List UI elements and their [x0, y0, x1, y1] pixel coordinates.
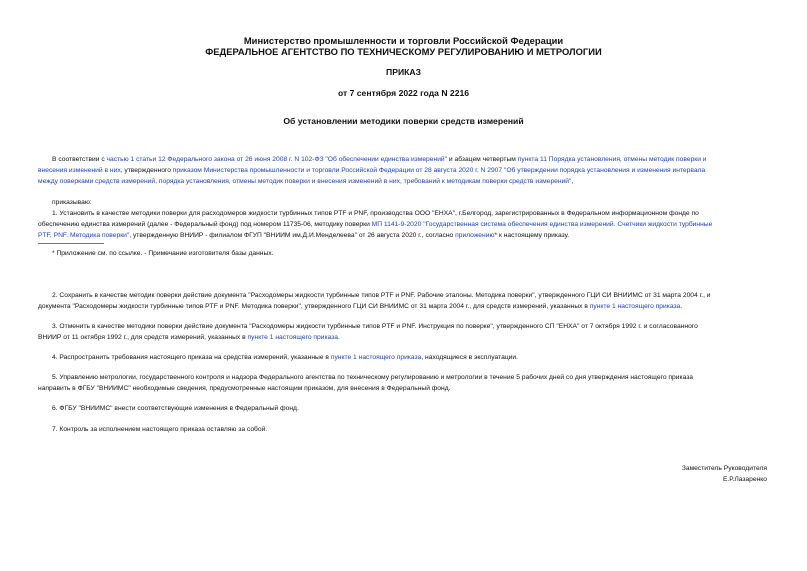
footnote: * Приложение см. по ссылке. - Примечание изготовителя базы данных.: [52, 250, 274, 257]
document-date-number: от 7 сентября 2022 года N 2216: [337, 88, 470, 98]
method-link-cont[interactable]: PTF, PNF. Методика поверки": [38, 232, 130, 239]
item-3-line-2: [38, 333, 802, 344]
item-2-line-2: [38, 302, 802, 313]
procedure-link-cont[interactable]: внесения изменений в них: [38, 167, 121, 174]
text: .: [338, 334, 340, 341]
text: , находящиеся в эксплуатации.: [421, 354, 518, 361]
text: ВНИИР от 11 октября 1992 г., для средств измерений, указанных в: [38, 334, 248, 341]
preamble-line-3: [38, 177, 802, 188]
text: обеспечению единства измерений (далее - Федеральный фонд) под номером 11735-06, методику поверки: [38, 221, 372, 228]
item-5-line-1: 5. Управлению метрологии, государственного контроля и надзора Федерального агентства по техническому регулированию и метрологии в течение 5 рабочих дней со дня утверждения настоящего приказа: [52, 374, 694, 381]
appendix-link[interactable]: приложению: [455, 232, 495, 239]
text: , утвержденную ВНИИР - филиалом ФГУП "ВНИИМ им.Д.И.Менделеева" от 26 августа 2020 г., согласно: [129, 232, 456, 239]
order-verb: приказываю:: [52, 199, 92, 206]
ministry-order-link[interactable]: приказом Министерства промышленности и торговли Российской Федерации от 28 августа 2020 г. N 2907 "Об утверждении порядка установления и изменения интервала: [172, 167, 706, 174]
preamble-line-2: [38, 166, 802, 177]
text: ,: [571, 178, 574, 185]
footnote-divider: [38, 243, 104, 244]
procedure-link[interactable]: пункта 11 Порядка установления, отмены методик поверки и: [517, 156, 707, 163]
item-1-ref-link[interactable]: пункте 1 настоящего приказа: [247, 334, 339, 341]
item-5-line-2: направить в ФГБУ "ВНИИМС" необходимые сведения, предусмотренные настоящим приказом, для внесения в Федеральный фонд.: [38, 385, 451, 392]
agency-name: ФЕДЕРАЛЬНОЕ АГЕНТСТВО ПО ТЕХНИЧЕСКОМУ РЕГУЛИРОВАНИЮ И МЕТРОЛОГИИ: [205, 46, 602, 57]
document-type: ПРИКАЗ: [386, 67, 421, 77]
text: и абзацем четвертым: [447, 156, 518, 163]
item-1-line-1: 1. Установить в качестве методики поверки для расходомеров жидкости турбинных типов PTF и PNF, производства ООО "ЕНХА", г.Белгород, зарегистрированных в Федеральном информационном фонде по: [52, 210, 699, 217]
item-1-line-2: [38, 220, 802, 231]
text: * к настоящему приказу.: [494, 232, 570, 239]
text: , утвержденного: [120, 167, 173, 174]
document-title: Об установлении методики поверки средств измерений: [283, 116, 524, 126]
item-7: 7. Контроль за исполнением настоящего приказа оставляю за собой.: [52, 426, 268, 433]
item-3-line-1: 3. Отменить в качестве методики поверки действие документа "Расходомеры жидкости турбинные типов PTF и PNF. Инструкция по поверке", утвержденного СП "ЕНХА" от 7 октября 1992 г. и согласованного: [52, 323, 698, 330]
item-1-ref-link[interactable]: пункте 1 настоящего приказа: [330, 354, 422, 361]
ministry-name: Министерство промышленности и торговли Российской Федерации: [243, 35, 564, 46]
signature-position: Заместитель Руководителя: [681, 465, 767, 472]
text: документа "Расходомеры жидкости турбинные типов PTF и PNF. Методика поверки", утвержденного ГЦИ СИ ВНИИМС от 31 марта 2004 г., для средств измерений, указанных в: [38, 303, 590, 310]
signature-name: Е.Р.Лазаренко: [722, 476, 767, 483]
law-link[interactable]: частью 1 статьи 12 Федерального закона от 26 июня 2008 г. N 102-ФЗ "Об обеспечении единства измерений": [106, 156, 448, 163]
item-4: [52, 353, 802, 364]
text: .: [680, 303, 683, 310]
item-1-line-3: [38, 231, 802, 242]
method-link[interactable]: МП 1141-9-2020 "Государственная система обеспечения единства измерений. Счетчики жидкости турбинные: [371, 221, 713, 228]
preamble-line-1: [52, 155, 802, 166]
item-6: 6. ФГБУ "ВНИИМС" внести соответствующие изменения в Федеральный фонд.: [52, 405, 299, 412]
ministry-order-link-cont[interactable]: между поверками средств измерений, порядка установления, отмены методик поверки и внесения изменений в них, требований к методикам поверки средств измерений": [38, 178, 572, 185]
item-2-line-1: 2. Сохранить в качестве методик поверки действие документа "Расходомеры жидкости турбинные типов PTF и PNF. Рабочие эталоны. Методика поверки", утвержденного ГЦИ СИ ВНИИМС от 31 марта 2004 г., и: [52, 292, 711, 299]
text: 4. Распространить требования настоящего приказа на средства измерений, указанные в: [52, 354, 331, 361]
item-1-ref-link[interactable]: пункте 1 настоящего приказа: [589, 303, 681, 310]
text: В соответствии с: [52, 156, 107, 163]
